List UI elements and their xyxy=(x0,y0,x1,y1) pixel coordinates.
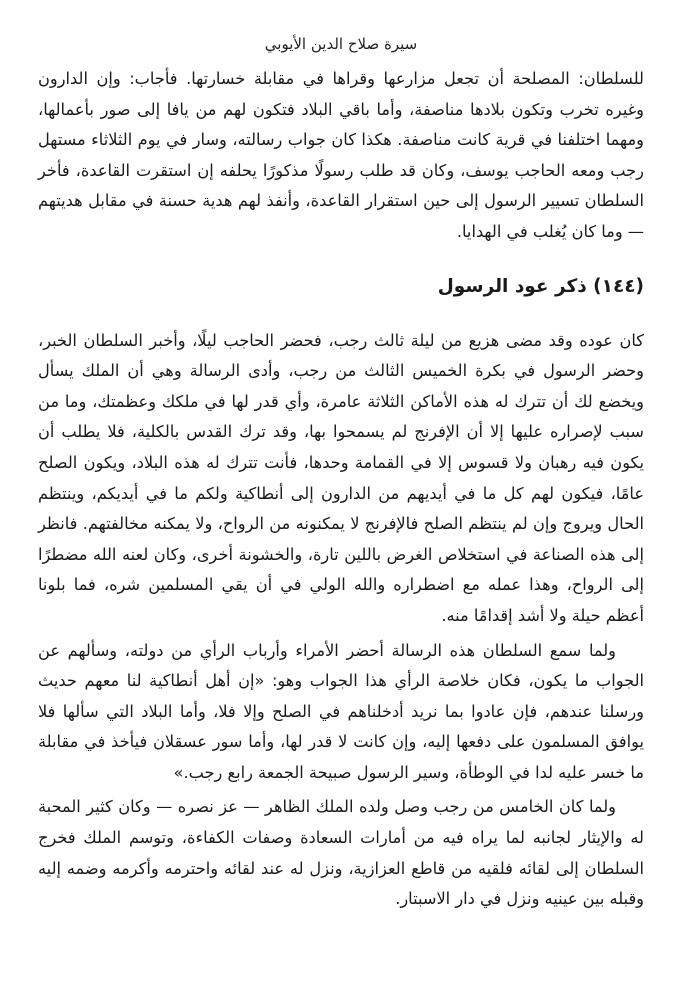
section-heading: (١٤٤) ذكر عود الرسول xyxy=(437,275,644,297)
paragraph-envoy-return: كان عوده وقد مضى هزيع من ليلة ثالث رجب، فحضر الحاجب ليلًا، وأخبر السلطان الخبر، وحضر الرسول في بكرة الخميس الثالث من رجب، وأدى الرسالة وهي أن الملك يسأل ويخضع لك أن تترك له هذه الأماكن الثلاثة عامرة، وأي قدر لها في ملكك وعظمتك، وما من سبب لإصراره عليها إلا أن الإفرنج لم يسمحوا بها، وقد ترك القدس بالكلية، فلا يطلب أن يكون فيه رهبان ولا قسوس إلا في القمامة وحدها، فأنت تترك له هذه البلاد، ويكون الصلح عامًا، فيكون لهم كل ما في أيديهم من الدارون إلى أنطاكية ولكم ما في أيديكم، وينتظم الحال ويروج وإن لم ينتظم الصلح فالإفرنج لا يمكنونه من الرواح، ولا يمكنه مخالفتهم. فانظر إلى هذه الصناعة في استخلاص الغرض باللين تارة، والخشونة أخرى، وكان لعنه الله مضطرًا إلى الرواح، وهذا عمله مع اضطراره والله الولي في أن يقي المسلمين شره، فما بلونا أعظم حيلة ولا أشد إقدامًا منه. xyxy=(38,330,644,625)
paragraph-al-zahir-arrival: ولما كان الخامس من رجب وصل ولده الملك الظاهر — عز نصره — وكان كثير المحبة له والإيثار لجانبه لما يراه فيه من أمارات السعادة وصفات الكفاءة، وتوسم الملك فخرج السلطان إلى لقائه فلقيه من قاطع العزازية، ونزل له عند لقائه واحترمه وأكرمه وضمه إليه وقبله بين عينيه ونزل في دار الاسبتار. xyxy=(38,797,644,909)
paragraph-sultan-reply: ولما سمع السلطان هذه الرسالة أحضر الأمراء وأرباب الرأي من دولته، وسألهم عن الجواب ما يكون، فكان خلاصة الرأي هذا الجواب وهو: «إن أهل أنطاكية لنا معهم حديث ورسلنا عندهم، فإن عادوا بما نريد أدخلناهم في الصلح وإلا فلا، وأما البلاد التي سألها فلا يوافق المسلمون على دفعها إليه، وإن كانت لا قدر لها، وأما سور عسقلان فيأخذ في مقابلة ما خسر عليه لدا في الوطأة، وسير الرسول صبيحة الجمعة رابع رجب.» xyxy=(38,640,644,782)
running-header-title: سيرة صلاح الدين الأيوبي xyxy=(264,35,418,53)
paragraph-continuation: للسلطان: المصلحة أن تجعل مزارعها وقراها في مقابلة خسارتها. فأجاب: وإن الدارون وغيره تخرب وتكون بلادها مناصفة، وأما باقي البلاد فتكون لهم من يافا إلى صور بأعمالها، ومهما اختلفنا في قرية كانت مناصفة. هكذا كان جواب رسالته، وسار في يوم الثلاثاء مستهل رجب ومعه الحاجب يوسف، وكان قد طلب رسولًا مذكورًا يحلفه إن استقرت القاعدة، فأخر السلطان تسيير الرسول إلى حين استقرار القاعدة، وأنفذ لهم هدية حسنة في مقابل هديتهم — وما كان يُغلب في الهدايا. xyxy=(38,69,644,241)
